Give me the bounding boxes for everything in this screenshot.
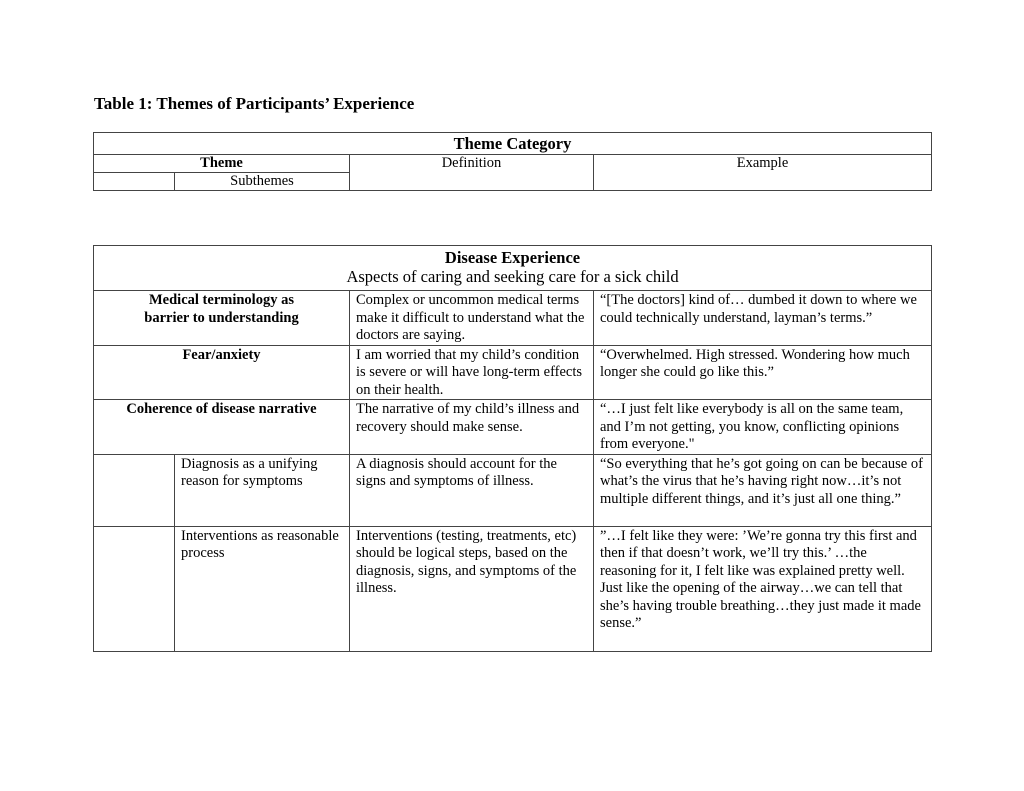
example-cell: “…I just felt like everybody is all on the same team, and I’m not getting, you know, conflicting opinions from everyone." — [594, 400, 932, 455]
theme-cell: Coherence of disease narrative — [94, 400, 350, 455]
disease-experience-table — [93, 245, 932, 652]
definition-cell: The narrative of my child’s illness and recovery should make sense. — [350, 400, 594, 455]
theme-header: Theme — [94, 155, 350, 173]
definition-cell: Complex or uncommon medical terms make it difficult to understand what the doctors are saying. — [350, 291, 594, 346]
table-row — [94, 526, 932, 651]
definition-cell: I am worried that my child’s condition is severe or will have long-term effects on their health. — [350, 345, 594, 400]
theme-key-table — [93, 132, 932, 191]
section-title: Disease Experience — [444, 248, 581, 267]
example-cell: ”…I felt like they were: ’We’re gonna try this first and then if that doesn’t work, we’ll try this.’ …the reasoning for it, I felt like was explained pretty well. Just like the opening of the airway…we can tell that she’s having trouble breathing…they just made it made sense.” — [594, 526, 932, 651]
table-title: Table 1: Themes of Participants’ Experience — [94, 94, 415, 113]
definition-header: Definition — [350, 155, 594, 191]
theme-category-header: Theme Category — [94, 133, 932, 155]
theme-label: Medical terminology as barrier to understanding — [144, 292, 299, 326]
indent-cell — [94, 454, 175, 526]
indent-cell — [94, 526, 175, 651]
table-row — [94, 454, 932, 526]
example-header: Example — [594, 155, 932, 191]
definition-cell: A diagnosis should account for the signs and symptoms of illness. — [350, 454, 594, 526]
definition-cell: Interventions (testing, treatments, etc) should be logical steps, based on the diagnosis, signs, and symptoms of the illness. — [350, 526, 594, 651]
subtheme-cell: Interventions as reasonable process — [175, 526, 350, 651]
example-cell: “Overwhelmed. High stressed. Wondering how much longer she could go like this.” — [594, 345, 932, 400]
theme-cell: Fear/anxiety — [94, 345, 350, 400]
subtheme-cell: Diagnosis as a unifying reason for symptoms — [175, 454, 350, 526]
table-row — [94, 291, 932, 346]
table-row — [94, 345, 932, 400]
subthemes-header: Subthemes — [175, 173, 350, 191]
theme-cell — [94, 291, 350, 346]
section-subtitle: Aspects of caring and seeking care for a sick child — [346, 267, 679, 286]
example-cell: “[The doctors] kind of… dumbed it down to where we could technically understand, layman’s terms.” — [594, 291, 932, 346]
example-cell: “So everything that he’s got going on can be because of what’s the virus that he’s having right now…it’s not multiple different things, and it’s just all one thing.” — [594, 454, 932, 526]
table-row — [94, 400, 932, 455]
key-indent-cell — [94, 173, 175, 191]
section-header — [94, 246, 932, 291]
